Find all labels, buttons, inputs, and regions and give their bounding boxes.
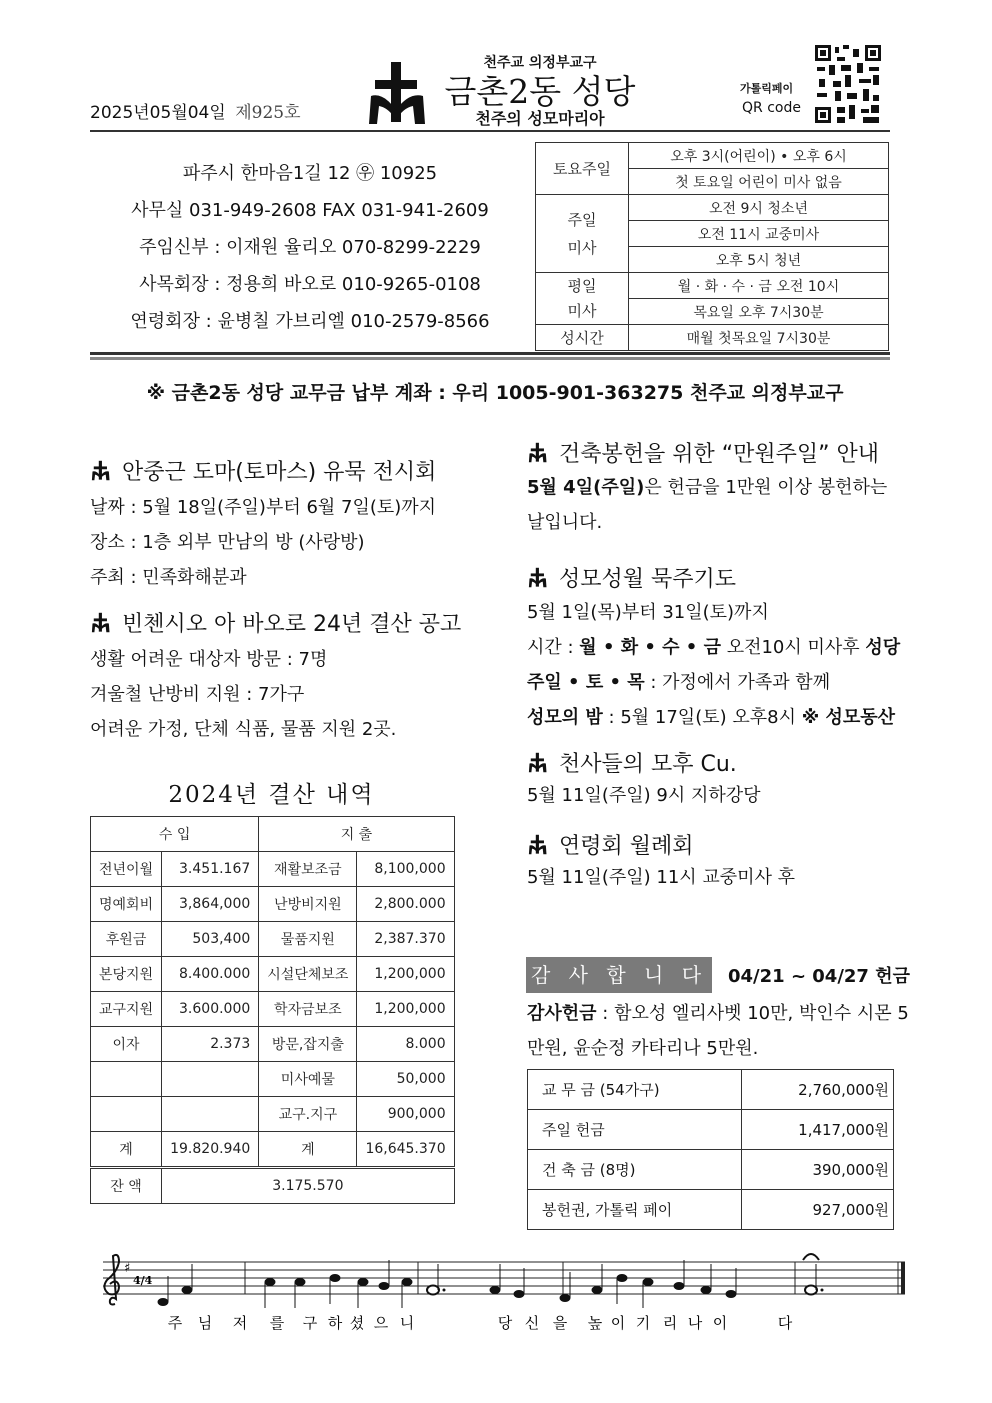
lyric-syllable: 주 <box>167 1314 183 1332</box>
qr-label-code: QR code <box>742 100 801 116</box>
building-fund-heading <box>527 437 907 468</box>
lyric-syllable: 다 <box>777 1314 793 1332</box>
amount-cell <box>162 1062 259 1097</box>
table-row <box>528 1190 894 1230</box>
exhibition-heading <box>90 455 510 486</box>
item-cell: 방문,잡지출 <box>259 1027 357 1062</box>
lyric-syllable: 리 <box>662 1314 678 1332</box>
note-head <box>560 1294 571 1302</box>
thanks-banner: 감 사 합 니 다 <box>526 957 712 993</box>
pastor-contact: 주임신부 : 이재원 율리오 070-8299-2229 <box>139 237 481 258</box>
final-barline-thick <box>901 1262 905 1294</box>
schedule-cell: 첫 토요일 어린이 미사 없음 <box>629 169 889 195</box>
table-row <box>91 922 455 957</box>
lyric-syllable: 를 <box>269 1314 285 1332</box>
header-divider <box>90 130 890 132</box>
note-head <box>379 1282 390 1290</box>
note-head <box>617 1274 628 1282</box>
amount-cell: 2,387.370 <box>357 922 454 957</box>
table-row <box>528 1110 894 1150</box>
fermata-icon <box>803 1254 819 1260</box>
saturday-label: 토요주일 <box>536 143 629 195</box>
issue-number: 제925호 <box>235 103 301 123</box>
item-cell: 재활보조금 <box>259 852 357 887</box>
amount-cell: 19.820.940 <box>162 1132 259 1168</box>
music-score <box>95 1250 910 1340</box>
parish-cross-icon <box>90 460 112 482</box>
cu-body: 5월 11일(주일) 9시 지하강당 <box>527 785 761 806</box>
table-row <box>91 887 455 922</box>
lyric-syllable: 셨 <box>349 1314 365 1332</box>
item-cell: 학자금보조 <box>259 992 357 1027</box>
item-cell: 본당지원 <box>91 957 162 992</box>
note-head <box>402 1278 413 1286</box>
heading-text: 연령회 월례회 <box>559 834 694 859</box>
item-cell: 전년이월 <box>91 852 162 887</box>
heading-text: 빈첸시오 아 바오로 24년 결산 공고 <box>122 612 462 637</box>
offering-label: 봉헌권, 가톨릭 페이 <box>528 1190 742 1230</box>
lyric-syllable: 저 <box>232 1314 248 1332</box>
item-cell: 교구.지구 <box>259 1097 357 1132</box>
amount-cell: 2,800.000 <box>357 887 454 922</box>
account-info: ※ 금촌2동 성당 교무금 납부 계좌 : 우리 1005-901-363275 천주교 의정부교구 <box>146 382 844 404</box>
lyric-syllable: 구 <box>302 1314 318 1332</box>
offering-amount: 2,760,000원 <box>742 1070 894 1110</box>
right-column <box>527 437 907 895</box>
note-head <box>674 1282 685 1290</box>
offering-amount: 390,000원 <box>742 1150 894 1190</box>
offering-label: 교 무 금 (54가구) <box>528 1070 742 1110</box>
amount-cell: 8,100,000 <box>357 852 454 887</box>
funeral-meeting-body: 5월 11일(주일) 11시 교중미사 후 <box>527 867 796 888</box>
amount-cell: 3,864,000 <box>162 887 259 922</box>
thanks-donors: 감사헌금 : 함오성 엘리사벳 10만, 박인수 시몬 5 만원, 윤순정 카타리나 5만원. <box>527 1003 909 1059</box>
lyric-syllable: 높 <box>587 1314 603 1332</box>
schedule-cell: 오후 5시 청년 <box>629 247 889 273</box>
text-line: 날입니다. <box>527 512 603 533</box>
thanks-period: 04/21 ~ 04/27 헌금 <box>728 966 911 987</box>
note-head <box>726 1290 737 1298</box>
qr-label-pay: 가톨릭페이 <box>740 82 794 95</box>
note-head <box>701 1286 712 1294</box>
text-line: 5월 1일(목)부터 31일(토)까지 <box>527 602 769 623</box>
item-cell: 물품지원 <box>259 922 357 957</box>
vincent-body <box>90 642 510 747</box>
text: 은 헌금을 1만원 이상 봉헌하는 <box>644 477 888 498</box>
item-cell: 계 <box>91 1132 162 1168</box>
sunday-label: 주일 미사 <box>536 195 629 273</box>
council-president-contact: 사목회장 : 정용희 바오로 010-9265-0108 <box>139 274 481 295</box>
item-cell: 명예회비 <box>91 887 162 922</box>
text-line: 장소 : 1층 외부 만남의 방 (사랑방) <box>90 532 365 553</box>
office-phone: 사무실 031-949-2608 FAX 031-941-2609 <box>131 200 489 221</box>
holy-hour-label: 성시간 <box>536 325 629 351</box>
mass-schedule-table <box>535 142 889 351</box>
funeral-meeting-heading <box>527 829 907 860</box>
balance-label: 잔 액 <box>91 1168 162 1204</box>
item-cell: 시설단체보조 <box>259 957 357 992</box>
time-signature: 4/4 <box>133 1274 153 1287</box>
address: 파주시 한마음1길 12 ㉾ 10925 <box>182 163 438 184</box>
date-text: 2025년05월04일 <box>90 103 226 123</box>
item-cell: 이자 <box>91 1027 162 1062</box>
schedule-cell: 오전 9시 청소년 <box>629 195 889 221</box>
exhibition-body <box>90 490 510 595</box>
note-head <box>514 1290 525 1298</box>
patron-name: 천주의 성모마리아 <box>475 109 605 128</box>
amount-cell: 900,000 <box>357 1097 454 1132</box>
text-line: 주최 : 민족화해분과 <box>90 567 247 588</box>
text-line: 겨울철 난방비 지원 : 7가구 <box>90 684 305 705</box>
item-cell: 후원금 <box>91 922 162 957</box>
schedule-cell: 오전 11시 교중미사 <box>629 221 889 247</box>
offerings-table <box>527 1069 894 1230</box>
schedule-cell: 목요일 오후 7시30분 <box>629 299 889 325</box>
cu-heading <box>527 747 907 778</box>
lyric-syllable: 이 <box>712 1314 728 1332</box>
item-cell: 미사예물 <box>259 1062 357 1097</box>
contact-block <box>95 155 525 340</box>
amount-cell: 1,200,000 <box>357 992 454 1027</box>
table-row <box>91 1097 455 1132</box>
weekday-label: 평일 미사 <box>536 273 629 325</box>
lyric-syllable: 하 <box>327 1314 343 1332</box>
note-head <box>295 1278 306 1286</box>
text-line: 주일 • 토 • 목 : 가정에서 가족과 함께 <box>527 672 831 693</box>
expense-header: 지 출 <box>259 817 454 852</box>
financial-title: 2024년 결산 내역 <box>168 782 375 808</box>
heading-text: 천사들의 모후 Cu. <box>559 752 737 777</box>
offering-amount: 1,417,000원 <box>742 1110 894 1150</box>
rosary-body <box>527 595 907 735</box>
parish-name: 금촌2동 성당 <box>444 72 636 111</box>
amount-cell: 3.451.167 <box>162 852 259 887</box>
heading-text: 성모성월 묵주기도 <box>559 567 737 592</box>
issue-date <box>90 98 301 123</box>
table-row <box>91 957 455 992</box>
amount-cell: 3.600.000 <box>162 992 259 1027</box>
text-line: 날짜 : 5월 18일(주일)부터 6월 7일(토)까지 <box>90 497 437 518</box>
amount-cell: 503,400 <box>162 922 259 957</box>
lyric-syllable: 신 <box>524 1314 540 1332</box>
lyric-syllable: 나 <box>687 1314 703 1332</box>
dot <box>443 1289 446 1292</box>
heading-text: 건축봉헌을 위한 “만원주일” 안내 <box>559 442 880 467</box>
lyric-syllable: 을 <box>552 1314 568 1332</box>
parish-cross-icon <box>527 442 549 464</box>
lyric-syllable: 당 <box>497 1314 513 1332</box>
text-line: 성모의 밤 : 5월 17일(토) 오후8시 ※ 성모동산 <box>527 707 896 728</box>
amount-cell: 50,000 <box>357 1062 454 1097</box>
amount-cell: 16,645.370 <box>357 1132 454 1168</box>
dot <box>821 1289 824 1292</box>
lyric-syllable: 으 <box>373 1314 389 1332</box>
table-row <box>528 1070 894 1110</box>
text-line: 어려운 가정, 단체 식품, 물품 지원 2곳. <box>90 719 397 740</box>
table-row <box>91 1062 455 1097</box>
item-cell: 난방비지원 <box>259 887 357 922</box>
qr-code-icon[interactable] <box>815 45 881 123</box>
diocese-name: 천주교 의정부교구 <box>483 55 597 71</box>
offering-amount: 927,000원 <box>742 1190 894 1230</box>
table-row <box>91 1132 455 1168</box>
balance-row <box>91 1168 455 1204</box>
amount-cell: 1,200,000 <box>357 957 454 992</box>
heading-text: 안중근 도마(토마스) 유묵 전시회 <box>122 460 437 485</box>
parish-cross-icon <box>527 752 549 774</box>
item-cell <box>91 1062 162 1097</box>
note-head <box>158 1298 169 1306</box>
balance-value: 3.175.570 <box>162 1168 455 1204</box>
parish-cross-icon <box>527 567 549 589</box>
note-head <box>182 1286 193 1294</box>
offering-label: 주일 헌금 <box>528 1110 742 1150</box>
note-head <box>358 1278 369 1286</box>
bold-date: 5월 4일(주일) <box>527 477 645 498</box>
offering-label: 건 축 금 (8명) <box>528 1150 742 1190</box>
parish-logo-icon <box>363 62 433 127</box>
lyric-syllable: 기 <box>635 1314 651 1332</box>
item-cell <box>91 1097 162 1132</box>
left-column <box>90 455 510 747</box>
vincent-heading <box>90 607 510 638</box>
funeral-association-contact: 연령회장 : 윤병칠 가브리엘 010-2579-8566 <box>130 311 490 332</box>
parish-cross-icon <box>90 612 112 634</box>
lyric-syllable: 이 <box>610 1314 626 1332</box>
schedule-cell: 매월 첫목요일 7시30분 <box>629 325 889 351</box>
income-header: 수 입 <box>91 817 259 852</box>
table-row <box>91 992 455 1027</box>
half-note <box>427 1286 439 1295</box>
amount-cell: 8.000 <box>357 1027 454 1062</box>
amount-cell: 2.373 <box>162 1027 259 1062</box>
lyric-syllable: 님 <box>197 1314 213 1332</box>
schedule-cell: 오후 3시(어린이) • 오후 6시 <box>629 143 889 169</box>
note-head <box>592 1286 603 1294</box>
table-row <box>91 852 455 887</box>
table-row <box>528 1150 894 1190</box>
amount-cell: 8.400.000 <box>162 957 259 992</box>
rosary-heading <box>527 562 907 593</box>
text-line: 시간 : 월 • 화 • 수 • 금 오전10시 미사후 성당 <box>527 637 901 658</box>
note-head <box>330 1274 341 1282</box>
parish-cross-icon <box>527 834 549 856</box>
note-head <box>490 1286 501 1294</box>
text-line: 생활 어려운 대상자 방문 : 7명 <box>90 649 328 670</box>
item-cell: 계 <box>259 1132 357 1168</box>
amount-cell <box>162 1097 259 1132</box>
building-fund-body <box>527 470 907 540</box>
schedule-cell: 월 · 화 · 수 · 금 오전 10시 <box>629 273 889 299</box>
sharp-icon: ♯ <box>124 1261 131 1276</box>
note-head <box>643 1278 654 1286</box>
item-cell: 교구지원 <box>91 992 162 1027</box>
lyric-syllable: 니 <box>399 1314 415 1332</box>
note-head <box>265 1278 276 1286</box>
double-rule-2 <box>90 357 890 360</box>
double-rule <box>90 352 890 355</box>
financial-table <box>90 816 455 1204</box>
half-note <box>805 1286 817 1295</box>
table-row <box>91 1027 455 1062</box>
